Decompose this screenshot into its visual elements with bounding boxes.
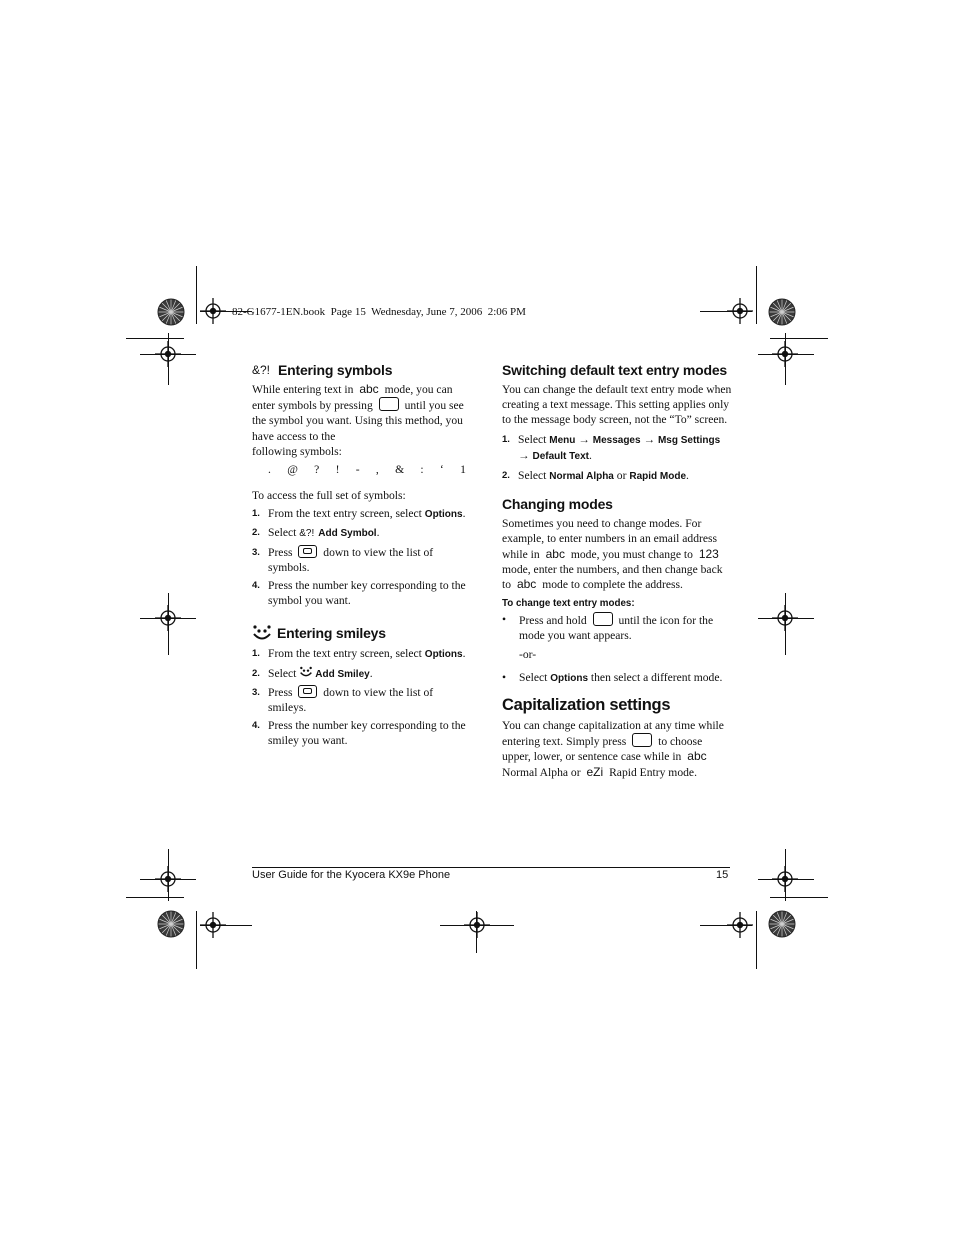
left-column: [252, 362, 474, 749]
list-item: 3. Press down to view the list of symbols.: [252, 545, 434, 574]
section-entering-symbols: [252, 362, 474, 608]
section-title: Entering symbols: [278, 362, 393, 378]
list-item: 4. Press the number key corresponding to the symbol you want.: [252, 579, 466, 608]
footer-rule: [252, 867, 730, 868]
nav-key-icon: [298, 545, 317, 558]
right-column: [502, 362, 732, 780]
abc-mode-icon: abc: [359, 382, 379, 396]
section-title: Changing modes: [502, 496, 613, 513]
nav-key-icon: [298, 685, 317, 698]
or-separator: -or-: [519, 647, 537, 661]
list-item: 2. Select &?! Add Symbol.: [252, 526, 380, 540]
smiley-icon: [252, 624, 272, 642]
list-item: 1. Select Menu → Messages → Msg Settings → Default Text.: [502, 432, 721, 462]
ezi-mode-icon: eZi: [586, 764, 604, 779]
page-number: 15: [716, 869, 729, 881]
abc-mode-icon: abc: [516, 577, 537, 592]
smiley-icon: [299, 666, 313, 678]
section-title: Switching default text entry modes: [502, 362, 728, 378]
list-item: 2. Select Add Smiley.: [252, 666, 373, 680]
abc-mode-icon: abc: [687, 749, 707, 764]
section-capitalization: [502, 696, 732, 780]
section-title: Capitalization settings: [502, 696, 671, 715]
subheading: To change text entry modes:: [502, 598, 635, 610]
star-key-icon: [632, 733, 652, 747]
section-switching-modes: [502, 362, 732, 484]
symbols-icon: &?!: [299, 528, 315, 540]
symbols-icon: &?!: [252, 363, 271, 377]
abc-mode-icon: abc: [545, 546, 565, 561]
numeric-mode-icon: 123: [698, 546, 719, 561]
changing-body: Sometimes you need to change modes. For example, to enter numbers in an email address while in abc mode, you must change to 123 mode, enter the numbers, and then change back to abc mode to complete the address.: [502, 517, 723, 592]
section-changing-modes: [502, 496, 732, 686]
section-entering-smileys: [252, 624, 474, 748]
symbol-list: . @ ? ! - , & : ‘ 1: [268, 463, 466, 477]
list-item: 4. Press the number key corresponding to the smiley you want.: [252, 719, 466, 748]
full-set-text: To access the full set of symbols:: [252, 489, 406, 503]
print-header: 82-G1677-1EN.book Page 15 Wednesday, June 7, 2006 2:06 PM: [232, 306, 526, 318]
footer-title: User Guide for the Kyocera KX9e Phone: [252, 869, 451, 881]
star-key-icon: [379, 397, 399, 411]
list-item: 1. From the text entry screen, select Options.: [252, 507, 466, 521]
list-item: 1. From the text entry screen, select Options.: [252, 647, 466, 661]
star-key-icon: [593, 612, 613, 626]
symbols-intro: While entering text in abc mode, you can enter symbols by pressing until you see the symbol you want. Using this method, you have access to the following symbols:: [252, 382, 464, 458]
switching-body: You can change the default text entry mode when creating a text message. This setting applies only to the message body screen, not the “To” screen.: [502, 383, 732, 427]
list-item: 2. Select Normal Alpha or Rapid Mode.: [502, 469, 689, 483]
list-item: 3. Press down to view the list of smileys.: [252, 685, 434, 715]
list-item: • Press and hold until the icon for the mode you want appears.: [502, 613, 714, 643]
list-item: • Select Options then select a different mode.: [502, 670, 723, 684]
capitalization-body: You can change capitalization at any time while entering text. Simply press to choose upper, lower, or sentence case while in abc Normal Alpha or eZi Rapid Entry mode.: [502, 719, 724, 779]
section-title: Entering smileys: [277, 625, 386, 642]
